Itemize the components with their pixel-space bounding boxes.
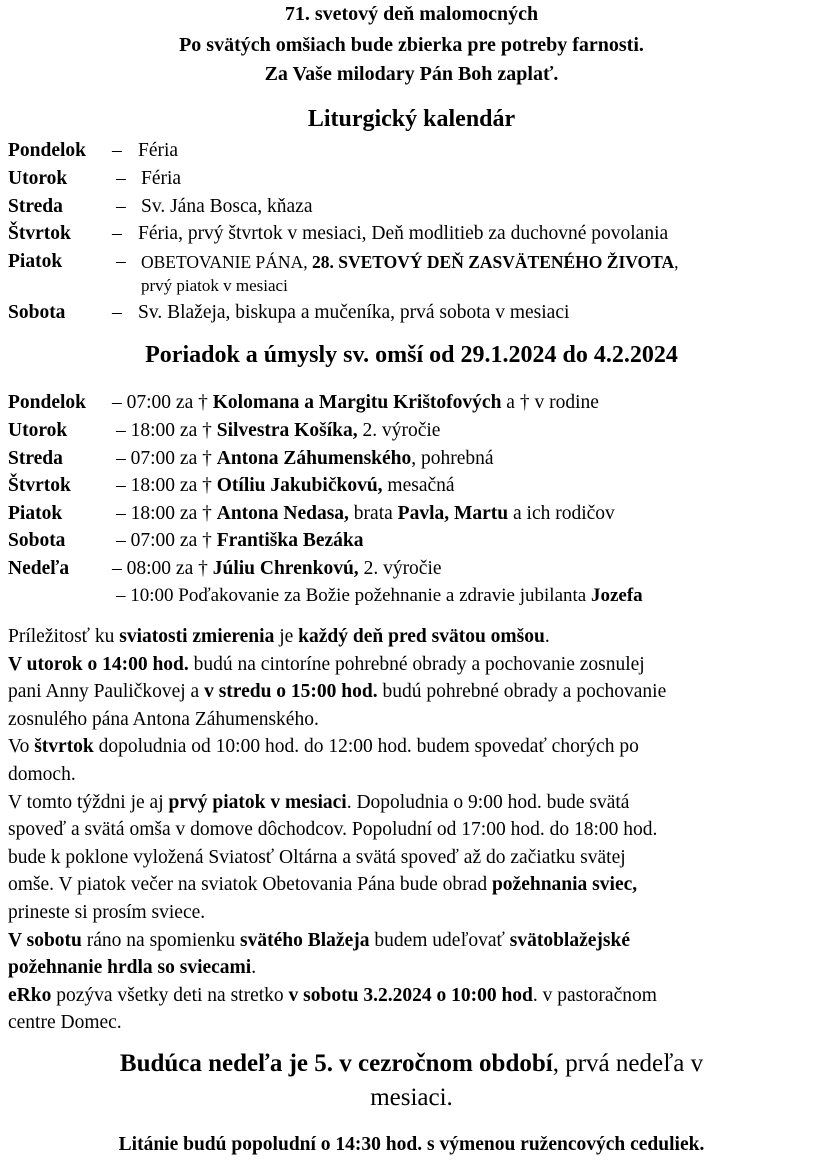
text-part: eRko <box>8 985 52 1006</box>
calendar-row <box>0 251 823 277</box>
calendar-day: Pondelok <box>8 140 87 161</box>
calendar-dash: – <box>112 302 122 323</box>
text-part: požehnanie hrdla so sviecami <box>8 957 252 978</box>
mass-text <box>116 448 494 470</box>
text-part: je <box>274 626 299 647</box>
mass-text-part: a ich rodičov <box>508 503 615 524</box>
calendar-text: Féria, prvý štvrtok v mesiaci, Deň modlitieb za duchovné povolania <box>138 223 669 244</box>
calendar-row <box>0 302 823 328</box>
text-part: sviatosti zmierenia <box>119 626 275 647</box>
calendar-row <box>0 223 823 249</box>
calendar-text: Sv. Blažeja, biskupa a mučeníka, prvá sobota v mesiaci <box>138 302 570 323</box>
text-part: V utorok o 14:00 hod. <box>8 654 189 675</box>
mass-text-part: – 07:00 za † <box>112 392 213 413</box>
announcement-line <box>8 957 256 979</box>
calendar-text <box>141 252 679 273</box>
announcement-line <box>8 681 666 703</box>
announcement-line: domoch. <box>8 764 76 785</box>
mass-row <box>0 475 823 501</box>
masses-title: Poriadok a úmysly sv. omší od 29.1.2024 do 4.2.2024 <box>145 342 678 368</box>
text-part: pozýva všetky deti na stretko <box>51 985 289 1006</box>
mass-text <box>116 585 643 607</box>
mass-row <box>0 420 823 446</box>
text-part: prvý piatok v mesiaci <box>168 792 347 813</box>
mass-text <box>112 392 599 414</box>
text-part: Vo <box>8 736 35 757</box>
mass-text-part: Antona Nedasa, <box>216 503 349 524</box>
calendar-row <box>0 168 823 194</box>
announcement-line: spoveď a svätá omša v domove dôchodcov. Popoludní od 17:00 hod. do 18:00 hod. <box>8 819 658 840</box>
calendar-text-part: 28. SVETOVÝ DEŇ ZASVÄTENÉHO ŽIVOTA <box>311 252 675 272</box>
calendar-dash: – <box>116 251 126 272</box>
mass-text <box>116 420 440 442</box>
mass-day: Pondelok <box>8 392 87 413</box>
calendar-row <box>0 196 823 222</box>
announcement-line: zosnulého pána Antona Záhumenského. <box>8 709 319 730</box>
mass-text <box>116 503 615 525</box>
calendar-text-line2: prvý piatok v mesiaci <box>141 276 288 295</box>
next-sunday-line-2: mesiaci. <box>370 1084 453 1111</box>
announcement-line <box>8 792 629 814</box>
mass-text-part: Júliu Chrenkovú, <box>212 558 359 579</box>
mass-row <box>0 503 823 529</box>
text-part: Príležitosť ku <box>8 626 120 647</box>
announcement-line: bude k poklone vyložená Sviatosť Oltárna a svätá spoveď až do začiatku svätej <box>8 847 626 868</box>
announcement-line <box>8 654 645 676</box>
mass-text <box>116 530 364 552</box>
calendar-dash: – <box>116 168 126 189</box>
mass-row <box>0 448 823 474</box>
mass-text-part: – 08:00 za † <box>112 558 213 579</box>
calendar-row <box>0 140 823 166</box>
calendar-text: Féria <box>141 168 182 189</box>
text-part: v sobotu 3.2.2024 o 10:00 hod <box>288 985 533 1006</box>
mass-text-part: 2. výročie <box>357 420 441 441</box>
calendar-day: Streda <box>8 196 63 217</box>
mass-text-part: 2. výročie <box>358 558 442 579</box>
text-part: budú na cintoríne pohrebné obrady a pochovanie zosnulej <box>188 654 645 675</box>
mass-row <box>0 530 823 556</box>
mass-text-part: Jozefa <box>590 585 643 606</box>
text-part: , prvá nedeľa v <box>552 1050 704 1077</box>
mass-text-part: mesačná <box>382 475 455 496</box>
calendar-dash: – <box>112 223 122 244</box>
mass-row <box>0 392 823 418</box>
header-line-2: Po svätých omšiach bude zbierka pre potreby farnosti. <box>179 34 644 56</box>
mass-text-part: – 07:00 za † <box>116 448 217 469</box>
mass-row <box>0 558 823 584</box>
announcement-line <box>8 736 639 758</box>
calendar-text: Sv. Jána Bosca, kňaza <box>141 196 313 217</box>
mass-text-part: Silvestra Košíka, <box>216 420 358 441</box>
text-part: . Dopoludnia o 9:00 hod. bude svätá <box>346 792 630 813</box>
text-part: V tomto týždni je aj <box>8 792 169 813</box>
announcement-line: prineste si prosím sviece. <box>8 902 206 923</box>
calendar-day: Utorok <box>8 168 68 189</box>
mass-row <box>0 585 823 611</box>
text-part: pani Anny Pauličkovej a <box>8 681 205 702</box>
calendar-text-part: OBETOVANIE PÁNA, <box>141 252 312 272</box>
mass-text-part: Pavla, Martu <box>397 503 509 524</box>
text-part: . <box>544 626 550 647</box>
announcement-line <box>8 874 637 896</box>
mass-text-part: , pohrebná <box>411 448 494 469</box>
mass-day: Sobota <box>8 530 66 551</box>
mass-text-part: brata <box>348 503 398 524</box>
mass-text-part: – 18:00 za † <box>116 475 217 496</box>
calendar-title: Liturgický kalendár <box>307 106 516 132</box>
text-part: budú pohrebné obrady a pochovanie <box>377 681 667 702</box>
mass-day: Piatok <box>8 503 63 524</box>
text-part: Budúca nedeľa je 5. v cezročnom období <box>119 1050 553 1077</box>
calendar-day: Štvrtok <box>8 223 71 244</box>
mass-text <box>116 475 455 497</box>
mass-day: Streda <box>8 448 63 469</box>
mass-text-part: – 18:00 za † <box>116 503 217 524</box>
mass-text-part: Františka Bezáka <box>216 530 364 551</box>
mass-text-part: a † v rodine <box>501 392 599 413</box>
announcement-line <box>8 626 550 648</box>
mass-day: Nedeľa <box>8 558 70 579</box>
mass-text-part: – 10:00 Poďakovanie za Božie požehnanie a zdravie jubilanta <box>116 585 591 606</box>
mass-text <box>112 558 442 580</box>
text-part: v stredu o 15:00 hod. <box>204 681 378 702</box>
header-line-1: 71. svetový deň malomocných <box>284 3 539 25</box>
text-part: ráno na spomienku <box>81 930 241 951</box>
announcement-line: centre Domec. <box>8 1012 122 1033</box>
next-sunday-line-1 <box>0 1050 823 1078</box>
calendar-dash: – <box>112 140 122 161</box>
text-part: štvrtok <box>34 736 94 757</box>
mass-day: Utorok <box>8 420 68 441</box>
calendar-day: Piatok <box>8 251 63 272</box>
calendar-text-part: , <box>674 252 679 272</box>
calendar-day: Sobota <box>8 302 66 323</box>
text-part: budem udeľovať <box>369 930 510 951</box>
header-line-3: Za Vaše milodary Pán Boh zaplať. <box>264 63 559 85</box>
mass-text-part: Kolomana a Margitu Krištofových <box>212 392 502 413</box>
text-part: svätého Blažeja <box>240 930 370 951</box>
mass-day: Štvrtok <box>8 475 71 496</box>
text-part: V sobotu <box>8 930 82 951</box>
text-part: požehnania sviec, <box>491 874 638 895</box>
text-part: . <box>251 957 257 978</box>
text-part: svätoblažejské <box>509 930 630 951</box>
text-part: dopoludnia od 10:00 hod. do 12:00 hod. budem spovedať chorých po <box>93 736 639 757</box>
announcement-line <box>8 930 630 952</box>
text-part: každý deň pred svätou omšou <box>298 626 545 647</box>
calendar-text: Féria <box>138 140 179 161</box>
mass-text-part: – 07:00 za † <box>116 530 217 551</box>
mass-text-part: – 18:00 za † <box>116 420 217 441</box>
announcement-line <box>8 985 657 1007</box>
text-part: omše. V piatok večer na sviatok Obetovania Pána bude obrad <box>8 874 492 895</box>
mass-text-part: Antona Záhumenského <box>216 448 412 469</box>
mass-text-part: Otíliu Jakubičkovú, <box>216 475 383 496</box>
litany-notice: Litánie budú popoludní o 14:30 hod. s výmenou ružencových ceduliek. <box>118 1134 705 1155</box>
calendar-dash: – <box>116 196 126 217</box>
text-part: . v pastoračnom <box>532 985 657 1006</box>
